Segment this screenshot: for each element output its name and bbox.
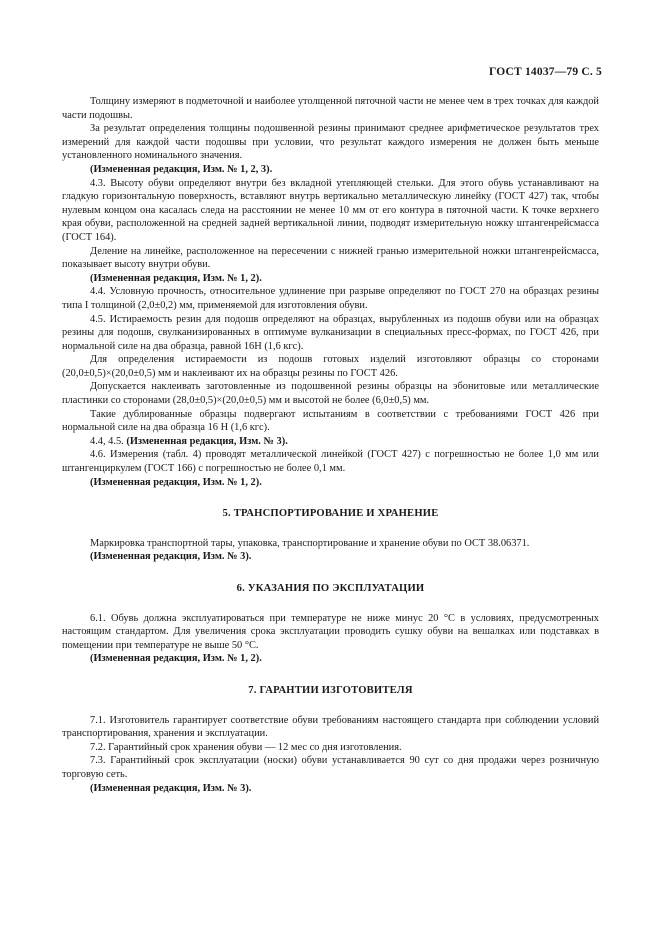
- paragraph: Маркировка транспортной тары, упаковка, транспортирование и хранение обуви по ОСТ 38.06371.: [90, 537, 530, 549]
- amendment-note: (Измененная редакция, Изм. № 1, 2).: [90, 653, 262, 665]
- paragraph: 4.6. Измерения (табл. 4) проводят металлической линейкой (ГОСТ 427) с погрешностью не более 1,0 мм или штангенциркулем (ГОСТ 166) с погрешностью не более 0,1 мм.: [62, 449, 599, 475]
- section-heading: 7. ГАРАНТИИ ИЗГОТОВИТЕЛЯ: [248, 684, 413, 696]
- amendment-note: (Измененная редакция, Изм. № 3).: [90, 551, 252, 563]
- paragraph: 7.1. Изготовитель гарантирует соответствие обуви требованиям настоящего стандарта при соблюдении условий транспортирования, хранения и эксплуатации.: [62, 714, 599, 740]
- paragraph: Такие дублированные образцы подвергают испытаниям в соответствии с требованиями ГОСТ 426 при нормальной силе на два образца 16 Н (1,6 кгс).: [62, 408, 599, 434]
- paragraph: 7.3. Гарантийный срок эксплуатации (носки) обуви устанавливается 90 сут со дня продажи через розничную торговую сеть.: [62, 755, 599, 780]
- paragraph: Для определения истираемости из подошв готовых изделий изготовляют образцы со сторонами (20,0±0,5)×(20,0±0,5) мм и наклеивают их на образцы резины по ГОСТ 426.: [62, 354, 599, 379]
- paragraph: Допускается наклеивать заготовленные из подошвенной резины образцы на эбонитовые или металлические пластинки со сторонами (28,0±0,5)×(20,0±0,5) мм и высотой не более (6,0±0,5) мм.: [62, 381, 599, 407]
- amendment-note: (Измененная редакция, Изм. № 3).: [90, 782, 252, 794]
- paragraph: За результат определения толщины подошвенной резины принимают среднее арифметическое результатов трех измерений для каждой части подошвы при условии, что результат каждого измерения не должен быть меньше установленного номинального значения.: [62, 123, 599, 162]
- paragraph: Толщину измеряют в подметочной и наиболее утолщенной пяточной части не менее чем в трех точках для каждой части подошвы.: [62, 96, 599, 121]
- amendment-note: (Измененная редакция, Изм. № 1, 2, 3).: [90, 163, 273, 175]
- paragraph: Деление на линейке, расположенное на пересечении с нижней гранью измерительной ножки штангенрейсмасса, показывает высоту внутри обуви.: [62, 245, 599, 271]
- paragraph-amendment-mixed: [62, 435, 599, 449]
- paragraph: 4.4. Условную прочность, относительное удлинение при разрыве определяют по ГОСТ 270 на образцах резины типа I толщиной (2,0±0,2) мм, применяемой для изготовления обуви.: [62, 286, 599, 311]
- amendment-prefix: 4.4, 4.5.: [90, 435, 124, 447]
- page-header: ГОСТ 14037—79 С. 5: [489, 66, 602, 78]
- section-heading: 6. УКАЗАНИЯ ПО ЭКСПЛУАТАЦИИ: [236, 583, 425, 594]
- amendment-note: (Измененная редакция, Изм. № 3).: [126, 435, 288, 447]
- amendment-note: (Измененная редакция, Изм. № 1, 2).: [90, 272, 262, 284]
- paragraph: 4.5. Истираемость резин для подошв определяют на образцах, вырубленных из подошв обуви или на образцах резины для подошв, свулканизированных в оптимуме вулканизации в специальных пресс-формах, по ГОСТ 426, при нормальной силе на два образца, равной 16Н (1,6 кгс).: [62, 313, 599, 352]
- section-heading: 5. ТРАНСПОРТИРОВАНИЕ И ХРАНЕНИЕ: [222, 508, 439, 520]
- paragraph: 7.2. Гарантийный срок хранения обуви — 12 мес со дня изготовления.: [90, 741, 402, 753]
- paragraph: 6.1. Обувь должна эксплуатироваться при температуре не ниже минус 20 °С в условиях, предусмотренных настоящим стандартом. Для увеличения срока эксплуатации проводить сушку обуви на вешалках или подставках в помещении при температуре не выше 50 °С.: [62, 612, 599, 651]
- document-body: [62, 95, 599, 795]
- paragraph: 4.3. Высоту обуви определяют внутри без вкладной утепляющей стельки. Для этого обувь устанавливают на гладкую горизонтальную поверхность, вставляют внутрь вертикально металлическую линейку (ГОСТ 427) так, чтобы нулевым концом она касалась следа на расстоянии не менее 10 мм от его контура в пяточной части. К точке верхнего края обуви, расположенной на средней задней вертикальной линии, подводят измерительную ножку штангенрейсмасса (ГОСТ 164).: [62, 177, 599, 243]
- amendment-note: (Измененная редакция, Изм. № 1, 2).: [90, 476, 262, 488]
